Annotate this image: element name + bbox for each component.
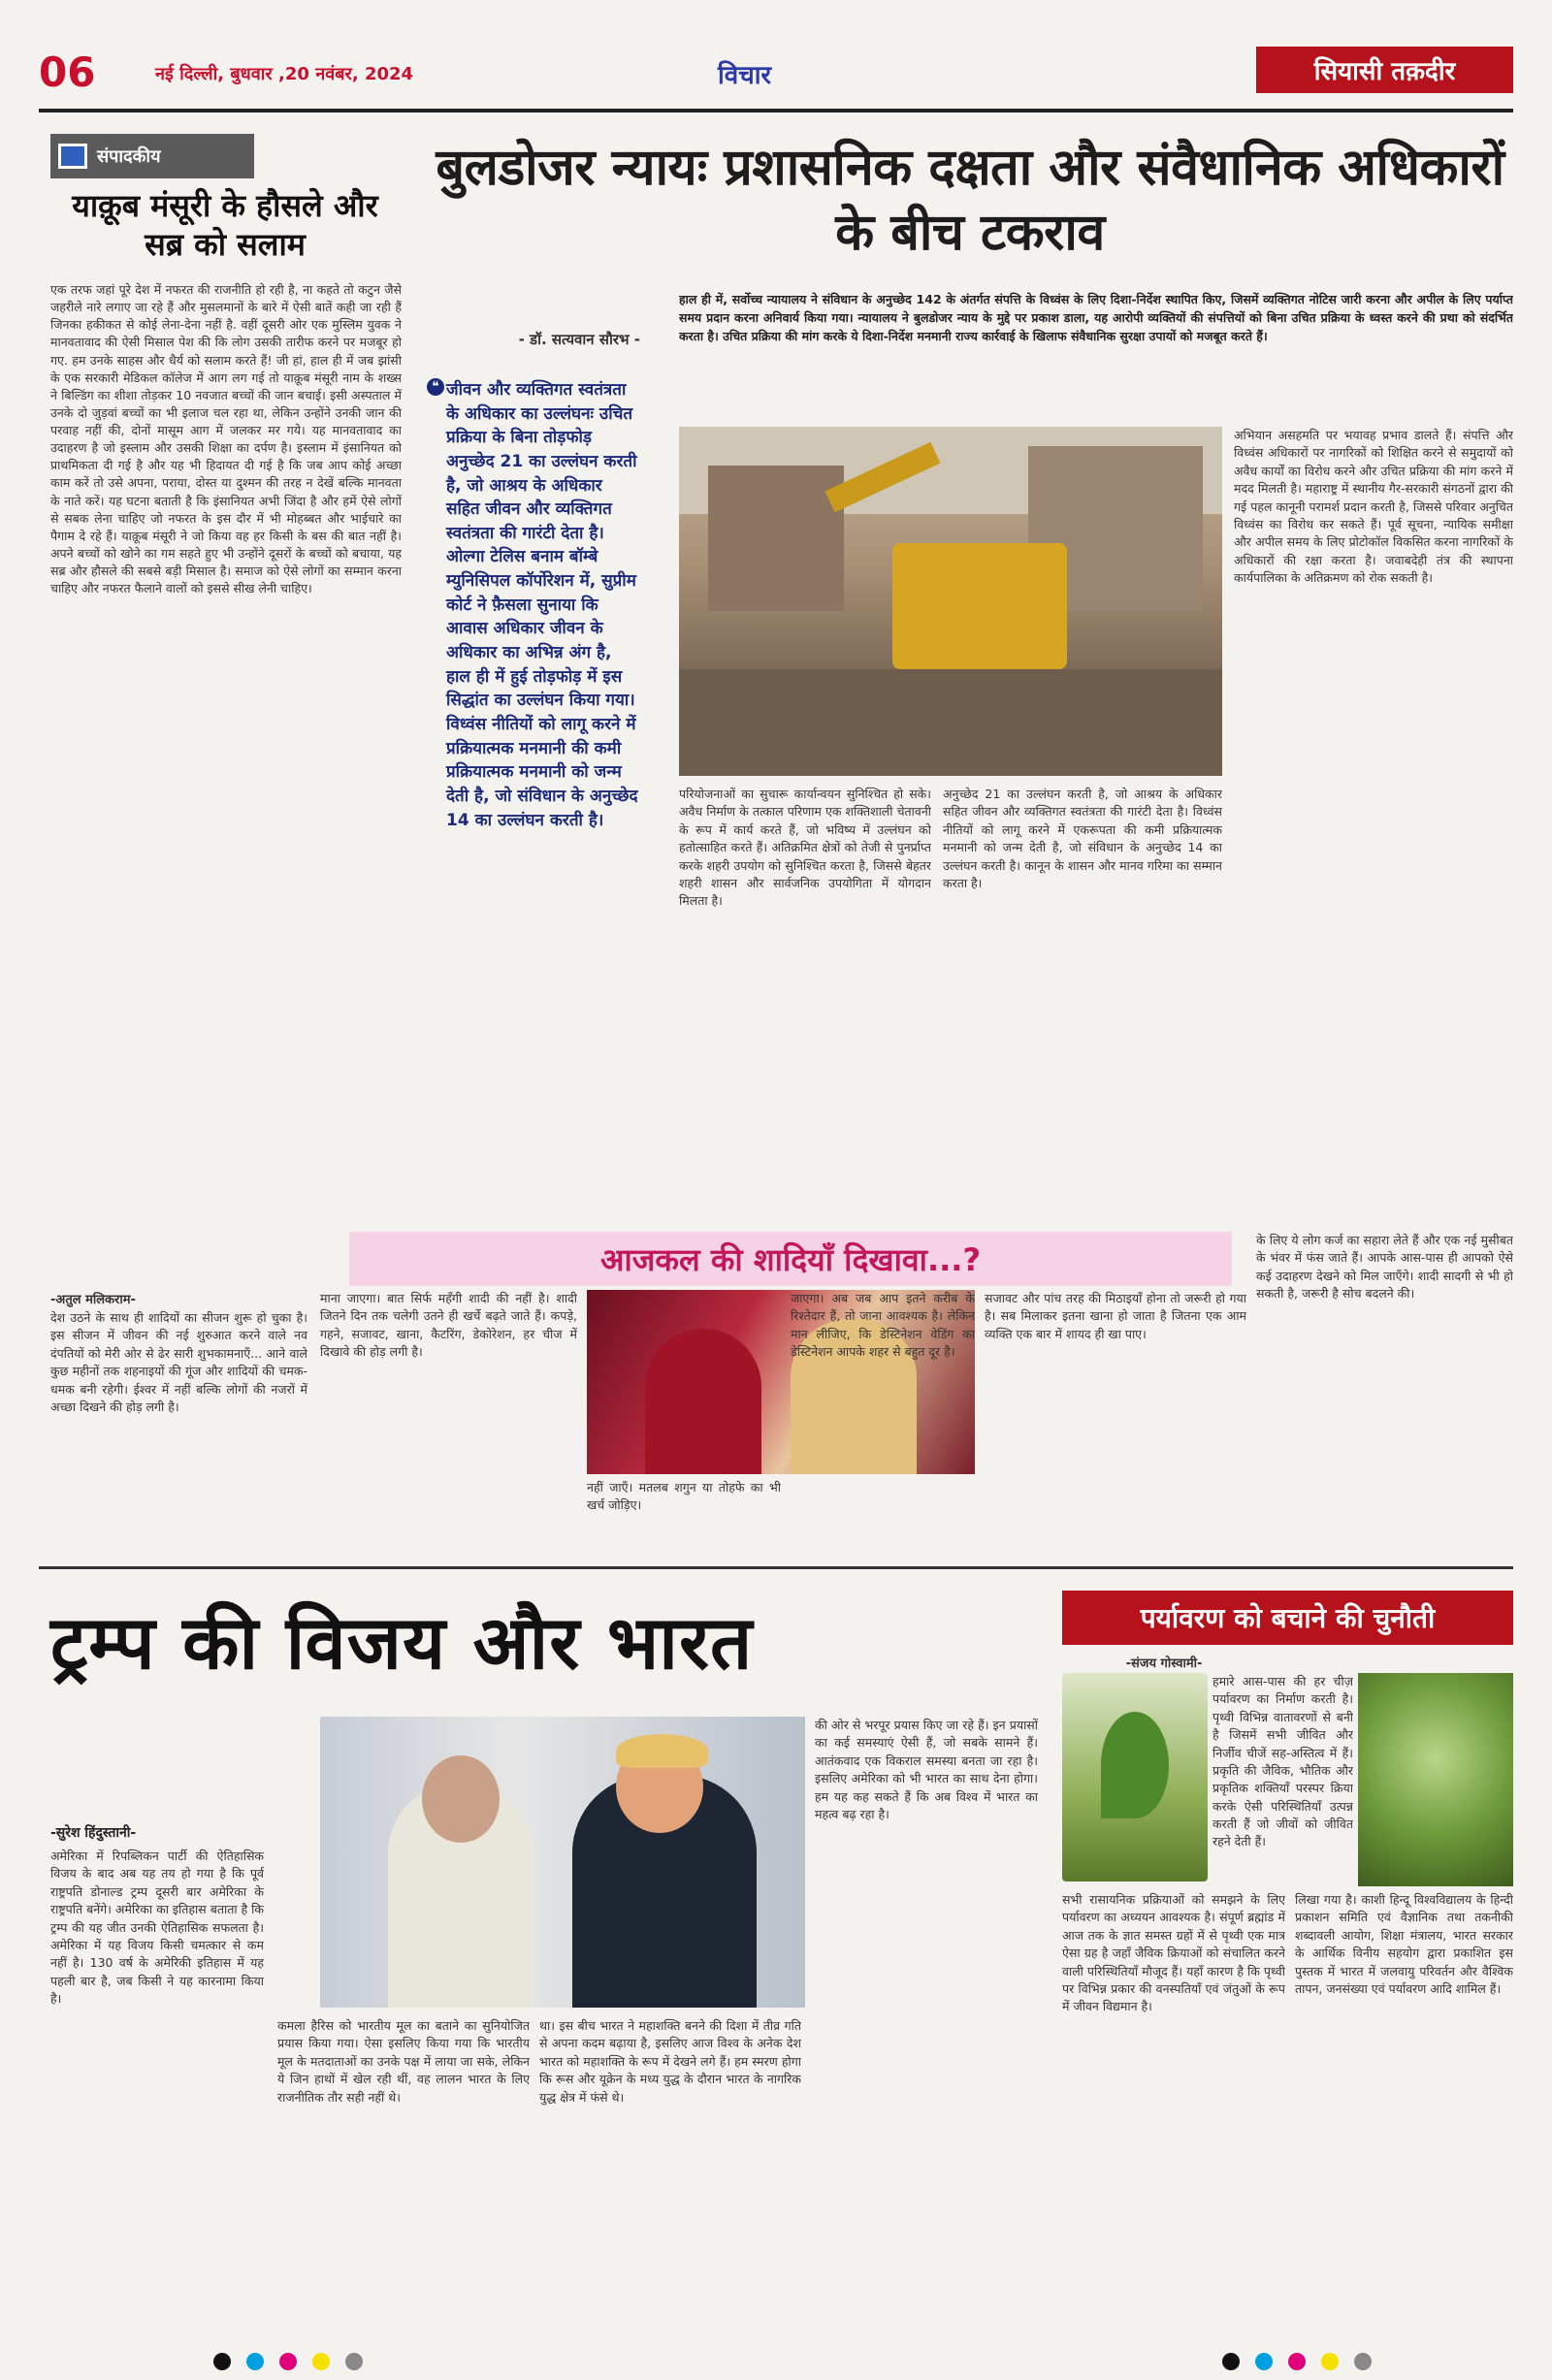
dateline: नई दिल्ली, बुधवार ,20 नवंबर, 2024 (155, 64, 414, 84)
dot-magenta (279, 2353, 297, 2370)
wedding-column-5: सजावट और पांच तरह की मिठाइयाँ होना तो जरूरी हो गया है। सब मिलाकर इतना खाना हो जाता है जितना एक आम व्यक्ति एक बार में शायद ही खा पाए। (985, 1291, 1246, 1341)
dot-cyan (246, 2353, 264, 2370)
editorial-box-icon (58, 144, 87, 169)
environment-column-2: सभी रासायनिक प्रक्रियाओं को समझने के लिए पर्यावरण का अध्ययन आवश्यक है। संपूर्ण ब्रह्मांड में आज तक के ज्ञात समस्त ग्रहों में से पृथ्वी एक मात्र ऐसा ग्रह है जहाँ जैविक क्रियाओं को संचालित करने वाली परिस्थितियाँ मौजूद हैं। यहाँ कारण है कि पृथ्वी पर विभिन्न प्रकार की वनस्पतियाँ एवं जंतुओं के रूप में जीवन विद्यमान है। (1062, 1892, 1285, 2014)
page-number: 06 (39, 48, 96, 96)
wedding-column-2: माना जाएगा। बात सिर्फ महँगी शादी की नहीं है। शादी जितने दिन तक चलेगी उतने ही खर्चे बढ़ते जाते हैं। कपड़े, गहने, सजावट, खाना, कैटरिंग, डेकोरेशन, हर चीज में दिखावे की होड़ लगी है। (320, 1291, 577, 1360)
editorial-tag (50, 134, 254, 178)
dot-yellow (312, 2353, 330, 2370)
dot-yellow (1321, 2353, 1339, 2370)
dot-cyan (1255, 2353, 1273, 2370)
main-column-3: अभियान असहमति पर भयावह प्रभाव डालते हैं। संपत्ति और विध्वंस अधिकारों पर नागरिकों को शिक्षित करने से समुदायों को अवैध कार्यों का विरोध करने और उचित प्रक्रिया की मांग करने में मदद मिलती है। महाराष्ट्र में स्थानीय गैर-सरकारी संगठनों द्वारा की गई पहल कानूनी परामर्श प्रदान करती है, जिससे परिवार अनुचित विध्वंस का विरोध कर सकते हैं। पूर्व सूचना, न्यायिक समीक्षा और अपील समय के लिए प्रोटोकॉल विकसित करना नागरिकों के अधिकारों की रक्षा करता है। जवाबदेही तंत्र की स्थापना कार्यपालिका के अतिक्रमण को रोक सकती है। (1234, 428, 1513, 585)
dot-gray (1354, 2353, 1372, 2370)
editorial-body: एक तरफ जहां पूरे देश में नफरत की राजनीति हो रही है, ना कहते तो कटुन जैसे जहरीले नारे लगाए जा रहे हैं और मुसलमानों के बारे में ऐसी बातें कही जा रही हैं जिनका हकीकत से कोई लेना-देना नहीं है. वहीं दूसरी ओर एक मुस्लिम युवक ने मानवतावाद की ऐसी मिसाल पेश की कि लोग उसकी तारीफ करने पर मजबूर हो गए. हम उनके साहस और धैर्य को सलाम करते हैं! जी हां, हाल ही में जब झांसी के एक सरकारी मेडिकल कॉलेज में आग लग गई तो याक़ूब मंसूरी नाम के शख्स ने बिल्डिंग का शीशा तोड़कर 10 नवजात बच्चों की जान बचाई। इसी अस्पताल में उनके दो जुड़वां बच्चों का भी इलाज चल रहा था, लेकिन उन्होंने उनकी जान की परवाह नहीं की, दोनों मासूम आग में जलकर मर गये। यह मानवतावाद का उदाहरण है जो इस्लाम और उसकी शिक्षा का दर्पण है। इस्लाम में इंसानियत को प्राथमिकता दी गई है और यह भी हिदायत दी गई है कि जब आप कोई अच्छा काम करें तो उसे अपना, पराया, दोस्त या दुश्मन की तरह न देखें बल्कि मानवता के नाते करें। यह घटना बताती है कि इंसानियत अभी जिंदा है और हमें ऐसे लोगों से सबक लेना चाहिए जो नफरत के इस दौर में भी मोहब्बत और भाईचारे का पैगाम दे रहे हैं। याक़ूब मंसूरी ने जो किया वह हर किसी के बस की बात नहीं है। अपने बच्चों को खोने का गम सहते हुए भी उन्होंने दूसरों के बच्चों को बचाया, यह सब्र और हौसले की सबसे बड़ी मिसाल है। समाज को ऐसे लोगों का सम्मान करना चाहिए और नफरत फैलाने वालों को इससे सीख लेनी चाहिए। (50, 282, 402, 596)
bulldozer-photo (679, 427, 1222, 776)
editorial-title: याक़ूब मंसूरी के हौसले और सब्र को सलाम (72, 187, 378, 263)
trump-byline: -सुरेश हिंदुस्तानी- (50, 1825, 137, 1841)
trump-column-2: कमला हैरिस को भारतीय मूल का बताने का सुनियोजित प्रयास किया गया। ऐसा इसलिए किया गया कि भारतीय मूल के मतदाताओं का उनके पक्ष में लाया जा सके, लेकिन ये जिन हाथों में खेल रही थीं, वह लालन भारत के लिए राजनीतिक तौर सही नहीं थे। (277, 2018, 530, 2105)
main-byline: - डॉ. सत्यवान सौरभ - (518, 331, 640, 348)
registration-marks-left (213, 2353, 363, 2370)
dot-black (1222, 2353, 1240, 2370)
environment-column-1: हमारे आस-पास की हर चीज़ पर्यावरण का निर्माण करती है। पृथ्वी विभिन्न वातावरणों से बनी है जिसमें सभी जीवित और निर्जीव चीजें सह-अस्तित्व में हैं। प्रकृति की जैविक, भौतिक और प्रकृतिक शक्तियाँ परस्पर क्रिया करके ऐसी परिस्थितियाँ उत्पन्न करती हैं जो जीवों को जीवित रहने देती हैं। (1212, 1674, 1353, 1849)
environment-byline: -संजय गोस्वामी- (1125, 1656, 1203, 1671)
trump-modi-photo (320, 1717, 805, 2008)
dot-black (213, 2353, 231, 2370)
main-lede: हाल ही में, सर्वोच्च न्यायालय ने संविधान के अनुच्छेद 142 के अंतर्गत संपत्ति के विध्वंस के लिए दिशा-निर्देश स्थापित किए, जिसमें व्यक्तिगत नोटिस जारी करना और अपील के लिए पर्याप्त समय प्रदान करना अनिवार्य किया गया। न्यायालय ने बुलडोजर न्याय के मुद्दे पर प्रकाश डाला, यह आरोपी व्यक्तियों की संपत्तियों को बिना उचित प्रक्रिया के ध्वस्त करने की प्रथा को संदर्भित करता है। उचित प्रक्रिया की मांग करके ये दिशा-निर्देश मनमानी राज्य कार्रवाई के खिलाफ संवैधानिक सुरक्षा उपायों को मजबूत करते हैं। (679, 292, 1513, 343)
wedding-column-4: जाएगा। अब जब आप इतने करीब के रिश्तेदार हैं, तो जाना आवश्यक है। लेकिन मान लीजिए, कि डेस्टिनेशन वेडिंग का डेस्टिनेशन आपके शहर से बहुत दूर है। (791, 1291, 975, 1360)
main-column-1: परियोजनाओं का सुचारू कार्यान्वयन सुनिश्चित हो सके। अवैध निर्माण के तत्काल परिणाम एक शक्तिशाली चेतावनी के रूप में कार्य करते हैं, जो भविष्य में उल्लंघन को हतोत्साहित करते हैं। अतिक्रमित क्षेत्रों को तेजी से पुनर्प्राप्त करके शहरी उपयोग को सुनिश्चित करता है, जिससे बेहतर शहरी शासन और सार्वजनिक उपयोगिता में योगदान मिलता है। (679, 787, 931, 909)
globe-plant-photo (1358, 1673, 1513, 1886)
quote-icon: ❝ (427, 378, 444, 396)
dot-magenta (1288, 2353, 1306, 2370)
wedding-column-1: देश उठने के साथ ही शादियों का सीजन शुरू हो चुका है। इस सीजन में जीवन की नई शुरुआत करने वाले नव दंपतियों को मेरी ओर से ढेर सारी शुभकामनाएँ... आने वाले कुछ महीनों तक शहनाइयों की गूंज और शादियों की चमक-धमक बनी रहेगी। ईश्वर में नहीं बल्कि लोगों की नजरों में अच्छा दिखने की होड़ लगी है। (50, 1310, 307, 1414)
trump-column-4: की ओर से भरपूर प्रयास किए जा रहे हैं। इन प्रयासों का कई समस्याएं ऐसी हैं, जो सबके सामने हैं। आतंकवाद एक विकराल समस्या बनता जा रहा है। इसलिए अमेरिका को भी भारत का साथ देना होगा। हम यह कह सकते हैं कि अब विश्व में भारत का महत्व बढ़ रहा है। (815, 1718, 1038, 1821)
section-divider (39, 1566, 1513, 1569)
editorial-tag-label: संपादकीय (97, 146, 161, 167)
registration-marks-right (1222, 2353, 1372, 2370)
dot-gray (345, 2353, 363, 2370)
pull-quote: जीवन और व्यक्तिगत स्वतंत्रता के अधिकार का उल्लंघनः उचित प्रक्रिया के बिना तोड़फोड़ अनुच्छेद 21 का उल्लंघन करती है, जो आश्रय के अधिकार सहित जीवन और व्यक्तिगत स्वतंत्रता की गारंटी देता है। ओल्गा टेलिस बनाम बॉम्बे म्युनिसिपल कॉर्पोरेशन में, सुप्रीम कोर्ट ने फ़ैसला सुनाया कि आवास अधिकार जीवन के अधिकार का अभिन्न अंग है, हाल ही में हुई तोड़फोड़ में इस सिद्धांत का उल्लंघन किया गया। विध्वंस नीतियों को लागू करने में प्रक्रियात्मक मनमानी की कमी प्रक्रियात्मक मनमानी को जन्म देती है, जो संविधान के अनुच्छेद 14 का उल्लंघन करती है। (446, 380, 638, 830)
trump-column-3: था। इस बीच भारत ने महाशक्ति बनने की दिशा में तीव्र गति से अपना कदम बढ़ाया है, इसलिए आज विश्व के अनेक देश भारत को महाशक्ति के रूप में देखने लगे हैं। हम स्मरण होगा कि रूस और यूक्रेन के मध्य युद्ध के दौरान भारत के नागरिक युद्ध क्षेत्र में फंसे थे। (539, 2018, 801, 2105)
main-column-2: अनुच्छेद 21 का उल्लंघन करती है, जो आश्रय के अधिकार सहित जीवन और व्यक्तिगत स्वतंत्रता की गारंटी देता है। विध्वंस नीतियों को लागू करने में एकरूपता की कमी प्रक्रियात्मक मनमानी को जन्म देती है, जो संविधान के अनुच्छेद 14 का उल्लंघन करती है। कानून के शासन और मानव गरिमा का सम्मान करता है। (943, 787, 1222, 890)
main-headline: बुलडोजर न्यायः प्रशासनिक दक्षता और संवैधानिक अधिकारों के बीच टकराव (436, 139, 1504, 262)
environment-column-3: लिखा गया है। काशी हिन्दू विश्वविद्यालय के हिन्दी प्रकाशन समिति एवं वैज्ञानिक तथा तकनीकी शब्दावली आयोग, शिक्षा मंत्रालय, भारत सरकार के आर्थिक विनीय सहयोग द्वारा प्रकाशित इस पुस्तक में भारत में जलवायु परिवर्तन और वैश्विक तापन, जनसंख्या एवं पर्यावरण आदि शामिल हैं। (1295, 1892, 1513, 1996)
plant-photo (1062, 1673, 1208, 1881)
wedding-title: आजकल की शादियाँ दिखावा...? (599, 1240, 982, 1278)
wedding-column-3: नहीं जाएँ। मतलब शगुन या तोहफे का भी खर्च जोड़िए। (587, 1480, 781, 1513)
trump-column-1: अमेरिका में रिपब्लिकन पार्टी की ऐतिहासिक विजय के बाद अब यह तय हो गया है कि पूर्व राष्ट्रपति डोनाल्ड ट्रम्प दूसरी बार अमेरिका के राष्ट्रपति बनेंगे। अमेरिका का इतिहास बताता है कि ट्रम्प की यह जीत उनकी ऐतिहासिक सफलता है। अमेरिका में यह विजय किसी चमत्कार से कम नहीं है। 130 वर्ष के अमेरिकी इतिहास में यह पहली बार है, जब किसी ने यह कारनामा किया है। (50, 1849, 264, 2006)
masthead (39, 39, 1513, 107)
section-label: विचार (718, 61, 772, 90)
wedding-byline: -अतुल मलिकराम- (50, 1293, 136, 1307)
wedding-column-6: के लिए ये लोग कर्ज का सहारा लेते हैं और एक नई मुसीबत के भंवर में फंस जाते हैं। आपके आस-पास ही आपको ऐसे कई उदाहरण देखने को मिल जाएँगे। शादी सादगी से भी हो सकती है, जरूरी है सोच बदलने की। (1256, 1233, 1513, 1302)
trump-headline: ट्रम्प की विजय और भारत (50, 1599, 754, 1686)
brand-banner: सियासी तक़दीर (1256, 47, 1513, 93)
masthead-rule (39, 109, 1513, 113)
environment-banner: पर्यावरण को बचाने की चुनौती (1062, 1591, 1513, 1645)
